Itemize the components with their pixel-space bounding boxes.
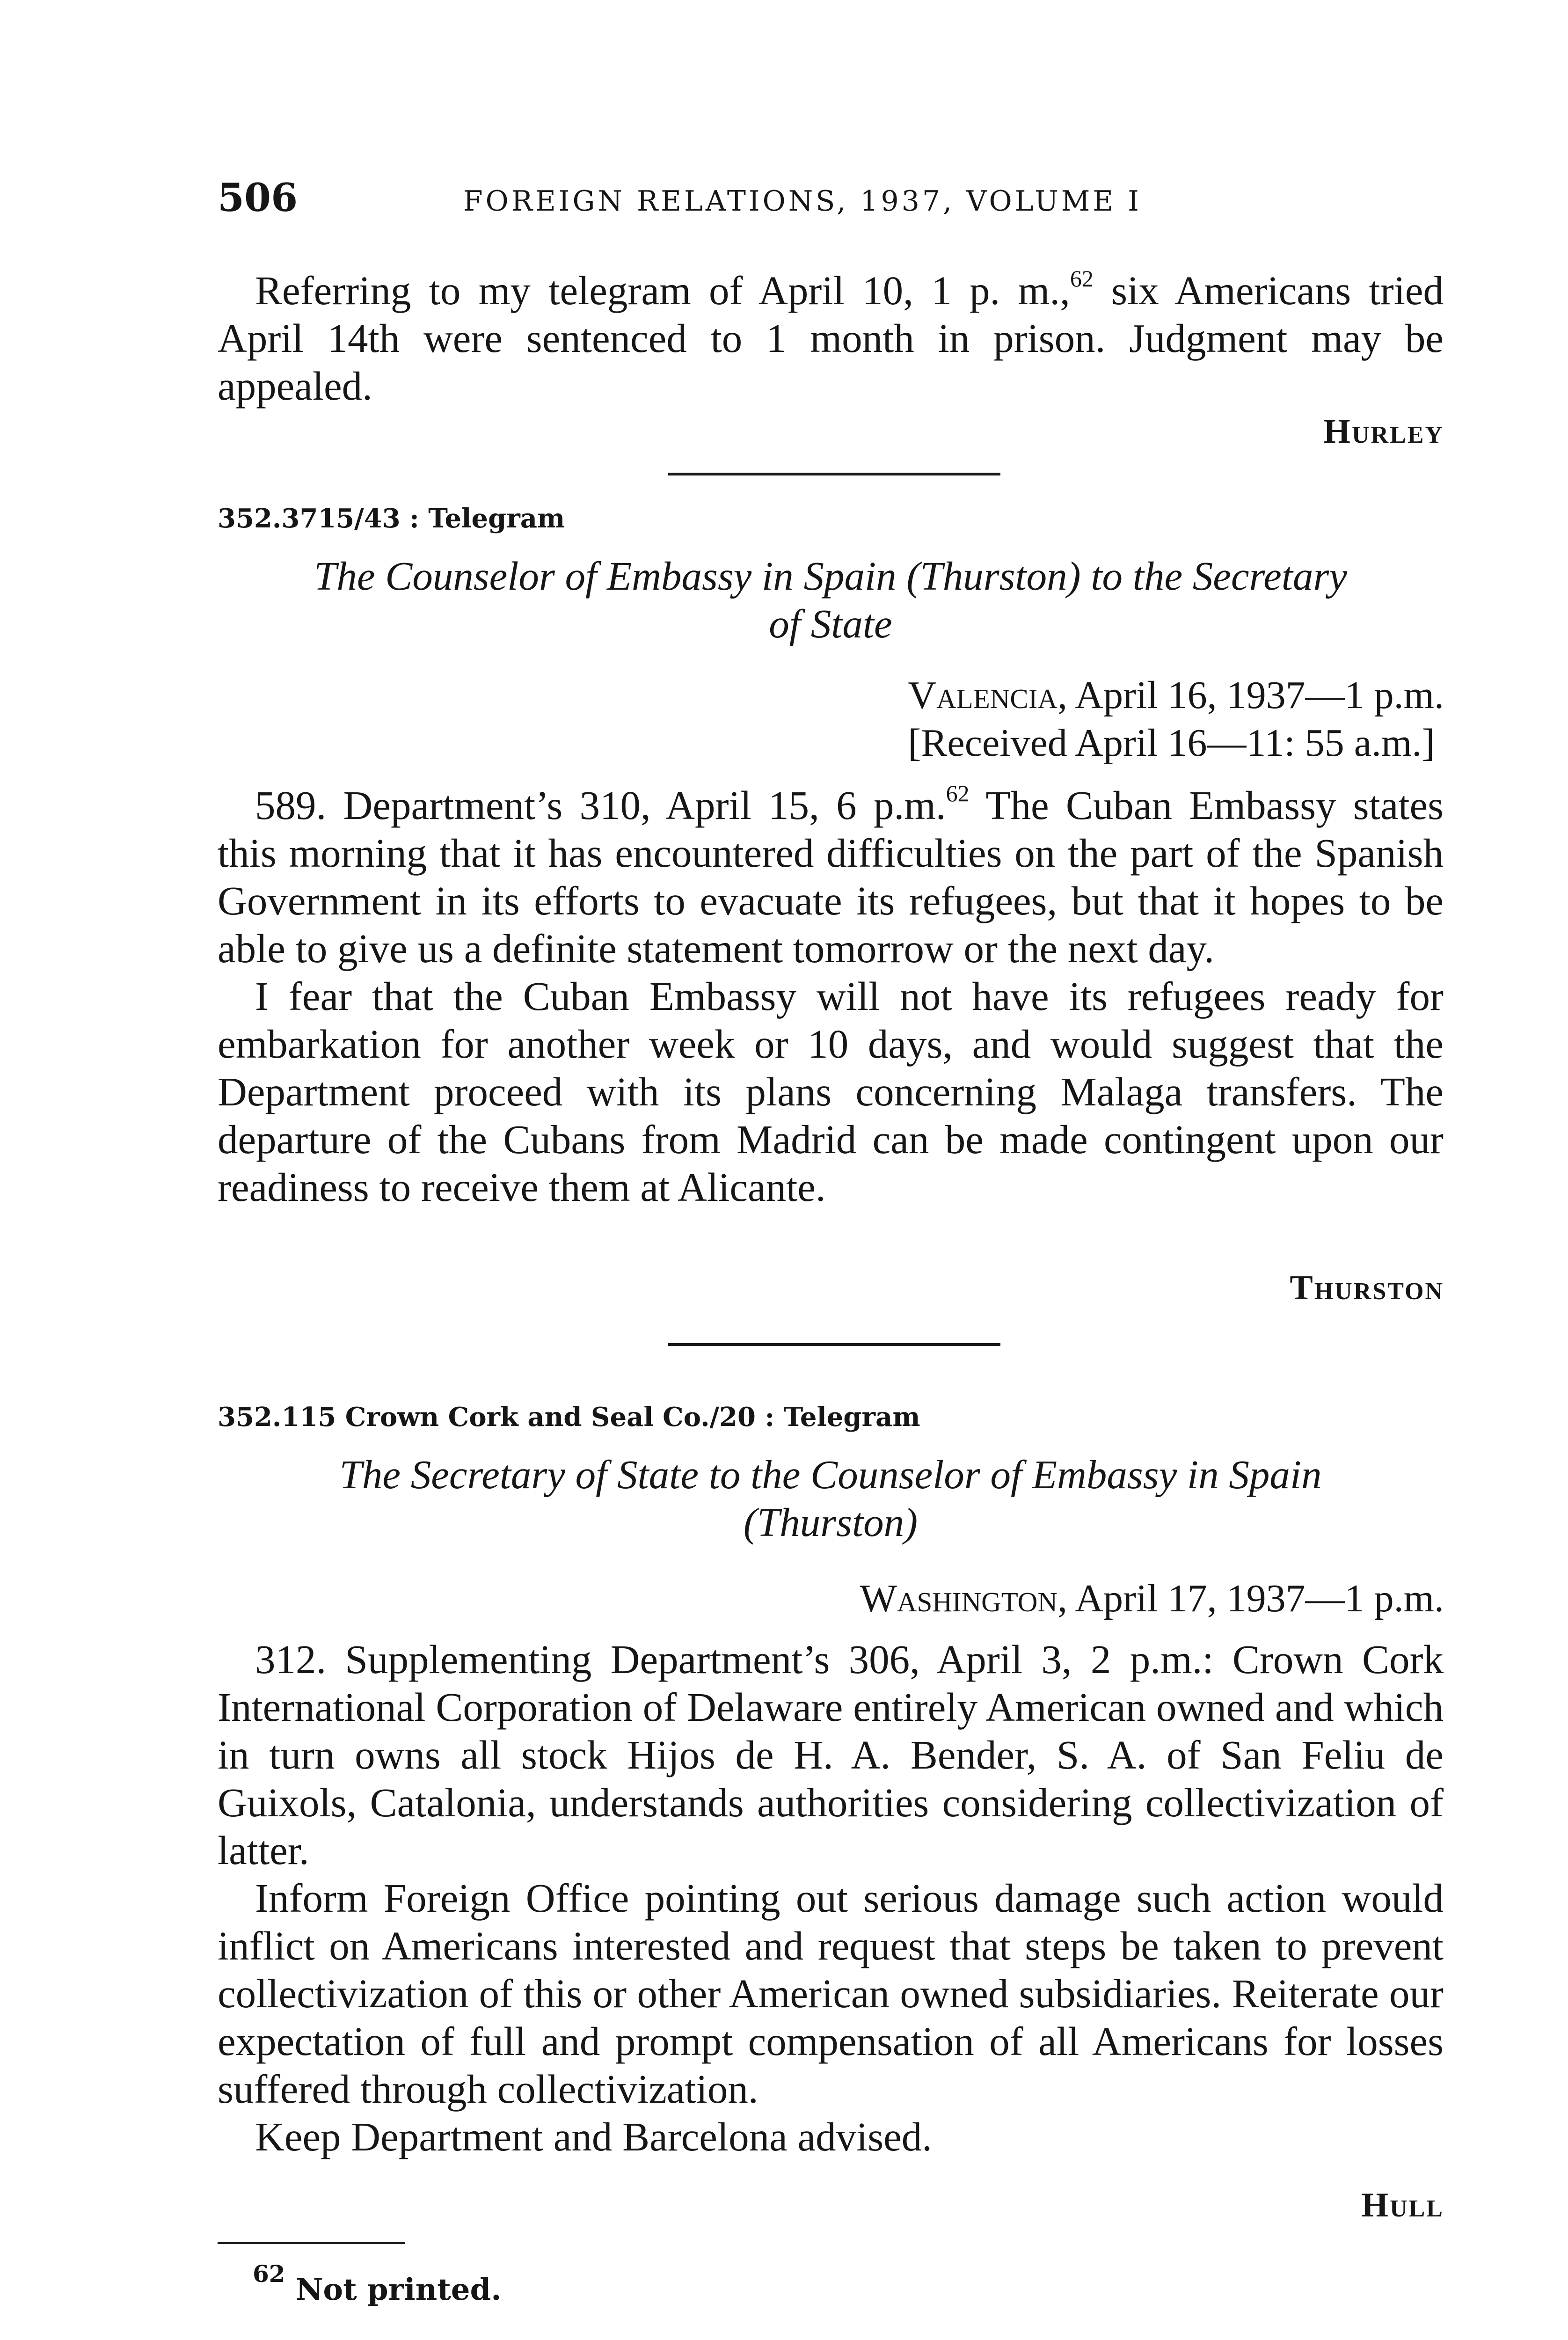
footnote-ref: 62 [946, 780, 970, 806]
doc3-place: Washington, [860, 1577, 1067, 1620]
footnote-text: Not printed. [285, 2272, 502, 2307]
section-divider [668, 1343, 1000, 1346]
doc2-title [218, 552, 1444, 648]
page-number: 506 [218, 176, 298, 220]
footnote [253, 2260, 502, 2307]
doc2-title-line2: of State [769, 601, 892, 646]
doc3-paragraph-2: Inform Foreign Office pointing out serious damage such action would inflict on Americans interested and request that steps be taken to prevent collectivization of this or other American owned subsidiaries. Reiterate our expectation of full and prompt compensation of all Americans for losses suffered through collectivization. [218, 1875, 1444, 2112]
doc3-title [218, 1451, 1444, 1546]
doc1-signature: Hurley [1323, 412, 1444, 451]
doc3-date: April 17, 1937—1 p.m. [1067, 1577, 1444, 1620]
doc2-date: April 16, 1937—1 p.m. [1067, 673, 1444, 717]
doc2-body [218, 782, 1444, 1211]
doc2-paragraph-2: I fear that the Cuban Embassy will not have its refugees ready for embarkation for another week or 10 days, and would suggest that the Department proceed with its plans concerning Malaga transfers. The departure of the Cubans from Madrid can be made contingent upon our readiness to receive them at Alicante. [218, 973, 1444, 1210]
footnote-ref: 62 [1070, 265, 1094, 292]
doc2-paragraph-1: 589. Department’s 310, April 15, 6 p.m.$^{62}$ The Cuban Embassy states this morning that it has encountered difficulties on the part of the Spanish Government in its efforts to evacuate its refugees, but that it hopes to be able to give us a definite statement tomorrow or the next day. [218, 780, 1444, 971]
doc1-body [218, 267, 1444, 410]
doc2-place: Valencia, [908, 673, 1067, 717]
doc3-signature: Hull [1361, 2186, 1444, 2224]
footnote-marker: 62 [253, 2260, 285, 2288]
doc2-dateline [908, 672, 1444, 767]
footnote-divider [218, 2242, 405, 2244]
running-head: FOREIGN RELATIONS, 1937, VOLUME I [463, 185, 1142, 218]
doc2-file-reference: 352.3715/43 : Telegram [218, 503, 565, 534]
doc2-received: [Received April 16—11: 55 a.m.] [908, 721, 1435, 765]
page-header [218, 176, 1444, 232]
doc2-title-line1: The Counselor of Embassy in Spain (Thurston) to the Secretary [314, 553, 1347, 599]
doc3-title-line1: The Secretary of State to the Counselor of Embassy in Spain [339, 1452, 1322, 1497]
doc3-dateline [860, 1575, 1444, 1623]
doc2-signature: Thurston [1290, 1269, 1444, 1307]
doc3-paragraph-1: 312. Supplementing Department’s 306, April 3, 2 p.m.: Crown Cork International Corporation of Delaware entirely American owned and which in turn owns all stock Hijos de H. A. Bender, S. A. of San Feliu de Guixols, Catalonia, understands authorities considering collectivization of latter. [218, 1637, 1444, 1873]
section-divider [668, 473, 1000, 475]
doc1-paragraph: Referring to my telegram of April 10, 1 p. m.,$^{62}$ six Americans tried April 14th were sentenced to 1 month in prison. Judgment may be appealed. [218, 265, 1444, 409]
doc3-paragraph-3: Keep Department and Barcelona advised. [255, 2114, 932, 2159]
doc3-title-line2: (Thurston) [743, 1499, 918, 1545]
doc3-file-reference: 352.115 Crown Cork and Seal Co./20 : Telegram [218, 1402, 920, 1433]
doc3-body [218, 1636, 1444, 2161]
